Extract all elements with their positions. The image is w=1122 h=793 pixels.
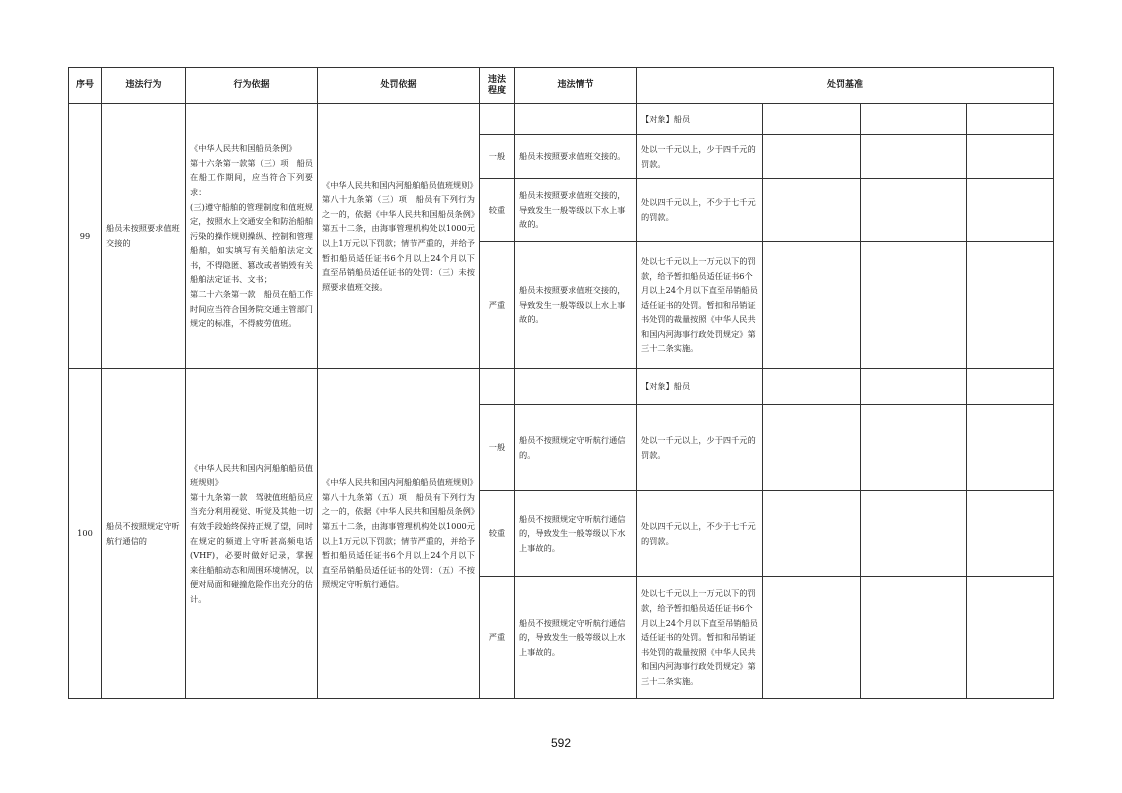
conduct-basis-paragraph: 《中华人民共和国内河船舶船员值班规则》 — [190, 462, 313, 488]
standard-extra-cell — [861, 369, 967, 405]
standard-extra-cell — [967, 577, 1054, 699]
header-circumstance: 违法情节 — [515, 68, 637, 104]
header-violation: 违法行为 — [102, 68, 186, 104]
standard-cell: 处以四千元以上，不少于七千元的罚款。 — [637, 179, 763, 242]
penalty-standard-table — [68, 67, 1054, 699]
standard-extra-cell — [763, 577, 861, 699]
standard-extra-cell — [967, 405, 1054, 491]
standard-extra-cell — [763, 135, 861, 179]
standard-extra-cell — [763, 242, 861, 369]
object-cell: 【对象】船员 — [637, 104, 763, 135]
row-number: 100 — [69, 369, 102, 699]
standard-extra-cell — [763, 369, 861, 405]
table-header-row — [69, 68, 1054, 104]
table-row — [69, 104, 1054, 135]
header-standard: 处罚基准 — [637, 68, 1054, 104]
conduct-basis-paragraph: 《中华人民共和国船员条例》 — [190, 143, 297, 154]
circumstance-cell: 船员不按照规定守听航行通信的。 — [515, 405, 637, 491]
penalty-basis-paragraph: 第八十九条第（五）项 船员有下列行为之一的，依据《中华人民共和国船员条例》第五十二条，由海事管理机构处以1000元以上1万元以下罚款；情节严重的，并给予暂扣船员适任证书6个月以上24个月以下直至吊销船员适任证书的处罚：（五）不按照规定守听航行通信。 — [322, 491, 475, 590]
page-number: 592 — [550, 736, 572, 750]
circumstance-cell: 船员未按照要求值班交接的。 — [515, 135, 637, 179]
standard-extra-cell — [861, 405, 967, 491]
header-degree: 违法 程度 — [480, 68, 515, 104]
standard-extra-cell — [861, 179, 967, 242]
conduct-basis-paragraph: 第二十六条第一款 船员在船工作时间应当符合国务院交通主管部门规定的标准，不得疲劳值班。 — [190, 289, 313, 329]
standard-extra-cell — [763, 491, 861, 577]
standard-extra-cell — [861, 135, 967, 179]
degree-cell — [480, 369, 515, 405]
standard-extra-cell — [861, 577, 967, 699]
penalty-basis-paragraph: 《中华人民共和国内河船舶船员值班规则》 — [322, 179, 478, 190]
circumstance-cell — [515, 369, 637, 405]
standard-extra-cell — [967, 104, 1054, 135]
standard-extra-cell — [861, 104, 967, 135]
circumstance-cell: 船员不按照规定守听航行通信的，导致发生一般等级以下水上事故的。 — [515, 491, 637, 577]
penalty-basis-paragraph: 《中华人民共和国内河船舶船员值班规则》 — [322, 477, 478, 488]
header-conduct-basis: 行为依据 — [186, 68, 318, 104]
degree-cell: 较重 — [480, 179, 515, 242]
standard-cell: 处以四千元以上，不少于七千元的罚款。 — [637, 491, 763, 577]
table-row — [69, 369, 1054, 405]
header-no: 序号 — [69, 68, 102, 104]
degree-cell — [480, 104, 515, 135]
standard-cell: 处以七千元以上一万元以下的罚款，给予暂扣船员适任证书6个月以上24个月以下直至吊销船员适任证书的处罚。暂扣和吊销证书处罚的裁量按照《中华人民共和国内河海事行政处罚规定》第三十二条实施。 — [637, 577, 763, 699]
degree-cell: 一般 — [480, 405, 515, 491]
violation-cell: 船员不按照规定守听航行通信的 — [102, 369, 186, 699]
standard-cell: 处以一千元以上，少于四千元的罚款。 — [637, 135, 763, 179]
standard-extra-cell — [967, 491, 1054, 577]
standard-extra-cell — [861, 491, 967, 577]
standard-extra-cell — [967, 179, 1054, 242]
standard-extra-cell — [763, 179, 861, 242]
circumstance-cell: 船员不按照规定守听航行通信的，导致发生一般等级以上水上事故的。 — [515, 577, 637, 699]
conduct-basis-paragraph: 第十九条第一款 驾驶值班船员应当充分利用视觉、听觉及其他一切有效手段始终保持正规了望，同时在规定的频道上守听甚高频电话(VHF)，必要时做好记录，掌握来往船舶动态和周围环境情况，以便对局面和碰撞危险作出充分的估计。 — [190, 491, 313, 604]
object-cell: 【对象】船员 — [637, 369, 763, 405]
standard-cell: 处以一千元以上，少于四千元的罚款。 — [637, 405, 763, 491]
conduct-basis-cell — [186, 369, 318, 699]
standard-extra-cell — [967, 369, 1054, 405]
penalty-basis-cell — [318, 369, 480, 699]
degree-cell: 一般 — [480, 135, 515, 179]
row-number: 99 — [69, 104, 102, 369]
circumstance-cell: 船员未按照要求值班交接的，导致发生一般等级以下水上事故的。 — [515, 179, 637, 242]
circumstance-cell: 船员未按照要求值班交接的，导致发生一般等级以上水上事故的。 — [515, 242, 637, 369]
penalty-basis-paragraph: 第八十九条第（三）项 船员有下列行为之一的，依据《中华人民共和国船员条例》第五十二条，由海事管理机构处以1000元以上1万元以下罚款；情节严重的，并给予暂扣船员适任证书6个月以上24个月以下直至吊销船员适任证书的处罚：（三）未按照要求值班交接。 — [322, 194, 475, 292]
standard-cell: 处以七千元以上一万元以下的罚款，给予暂扣船员适任证书6个月以上24个月以下直至吊销船员适任证书的处罚。暂扣和吊销证书处罚的裁量按照《中华人民共和国内河海事行政处罚规定》第三十二条实施。 — [637, 242, 763, 369]
header-penalty-basis: 处罚依据 — [318, 68, 480, 104]
conduct-basis-paragraph: 第十六条第一款第（三）项 船员在船工作期间，应当符合下列要求： — [190, 157, 313, 197]
violation-cell: 船员未按照要求值班交接的 — [102, 104, 186, 369]
circumstance-cell — [515, 104, 637, 135]
conduct-basis-cell — [186, 104, 318, 369]
standard-extra-cell — [967, 135, 1054, 179]
degree-cell: 严重 — [480, 577, 515, 699]
conduct-basis-paragraph: (三)遵守船舶的管理制度和值班规定，按照水上交通安全和防治船舶污染的操作规则操纵、控制和管理船舶，如实填写有关船舶法定文书，不得隐匿、篡改或者销毁有关船舶法定证书、文书； — [190, 201, 313, 285]
degree-cell: 严重 — [480, 242, 515, 369]
standard-extra-cell — [763, 405, 861, 491]
penalty-basis-cell — [318, 104, 480, 369]
standard-extra-cell — [861, 242, 967, 369]
standard-extra-cell — [967, 242, 1054, 369]
degree-cell: 较重 — [480, 491, 515, 577]
standard-extra-cell — [763, 104, 861, 135]
